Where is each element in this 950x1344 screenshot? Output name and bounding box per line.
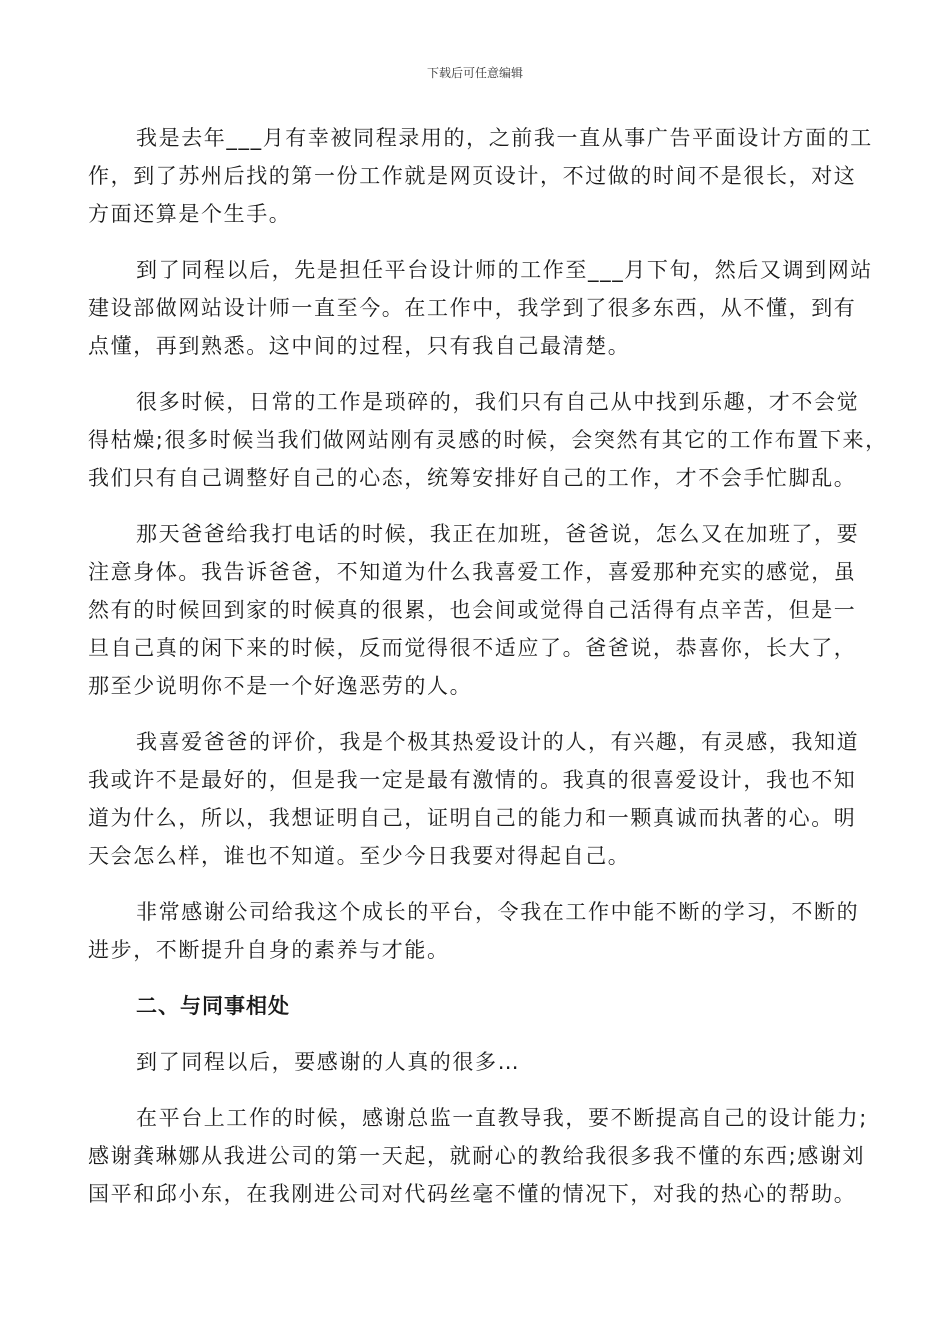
text-line: 旦自己真的闲下来的时候，反而觉得很不适应了。爸爸说，恭喜你，长大了，: [88, 636, 857, 660]
text-line: 那天爸爸给我打电话的时候，我正在加班，爸爸说，怎么又在加班了，要: [136, 522, 860, 546]
text-line: 然有的时候回到家的时候真的很累，也会间或觉得自己活得有点辛苦，但是一: [88, 598, 857, 622]
text-line: 国平和邱小东，在我刚进公司对代码丝毫不懂的情况下，对我的热心的帮助。: [88, 1182, 857, 1206]
text-line: 到了同程以后，先是担任平台设计师的工作至___月下旬，然后又调到网站: [136, 258, 873, 282]
text-line: 点懂，再到熟悉。这中间的过程，只有我自己最清楚。: [88, 334, 631, 358]
section-heading: [88, 987, 868, 1025]
text-line: 在平台上工作的时候，感谢总监一直教导我，要不断提高自己的设计能力;: [136, 1106, 868, 1130]
text-line: 我是去年___月有幸被同程录用的，之前我一直从事广告平面设计方面的工: [136, 126, 873, 150]
page-header: 下载后可任意编辑: [426, 66, 523, 80]
text-line: 感谢龚琳娜从我进公司的第一天起，就耐心的教给我很多我不懂的东西;感谢刘: [88, 1144, 866, 1168]
paragraph: [88, 251, 873, 365]
paragraph: [88, 1043, 868, 1081]
text-line: 那至少说明你不是一个好逸恶劳的人。: [88, 674, 473, 698]
text-line: 道为什么，所以，我想证明自己，证明自己的能力和一颗真诚而执著的心。明: [88, 806, 857, 830]
heading-text: 二、与同事相处: [136, 994, 290, 1018]
paragraph: [88, 723, 868, 875]
paragraph: [88, 893, 868, 969]
text-line: 作，到了苏州后找的第一份工作就是网页设计，不过做的时间不是很长，对这: [88, 164, 857, 188]
paragraph: [88, 515, 868, 705]
text-line: 方面还算是个生手。: [88, 202, 292, 226]
text-line: 我或许不是最好的，但是我一定是最有激情的。我真的很喜爱设计，我也不知: [88, 768, 857, 792]
text-line: 很多时候，日常的工作是琐碎的，我们只有自己从中找到乐趣，才不会觉: [136, 390, 860, 414]
paragraph: [88, 119, 873, 233]
text-line: 得枯燥;很多时候当我们做网站刚有灵感的时候，会突然有其它的工作布置下来，: [88, 428, 888, 452]
text-line: 我喜爱爸爸的评价，我是个极其热爱设计的人，有兴趣，有灵感，我知道: [136, 730, 860, 754]
text-line: 非常感谢公司给我这个成长的平台，令我在工作中能不断的学习，不断的: [136, 900, 860, 924]
paragraph: [88, 383, 888, 497]
paragraph: [88, 1099, 868, 1213]
text-line: 进步，不断提升自身的素养与才能。: [88, 938, 450, 962]
text-line: 天会怎么样，谁也不知道。至少今日我要对得起自己。: [88, 844, 631, 868]
text-line: 到了同程以后，要感谢的人真的很多…: [136, 1050, 521, 1074]
text-line: 我们只有自己调整好自己的心态，统筹安排好自己的工作，才不会手忙脚乱。: [88, 466, 857, 490]
text-line: 注意身体。我告诉爸爸，不知道为什么我喜爱工作，喜爱那种充实的感觉，虽: [88, 560, 857, 584]
document-body: [88, 119, 888, 1231]
text-line: 建设部做网站设计师一直至今。在工作中，我学到了很多东西，从不懂，到有: [88, 296, 857, 320]
